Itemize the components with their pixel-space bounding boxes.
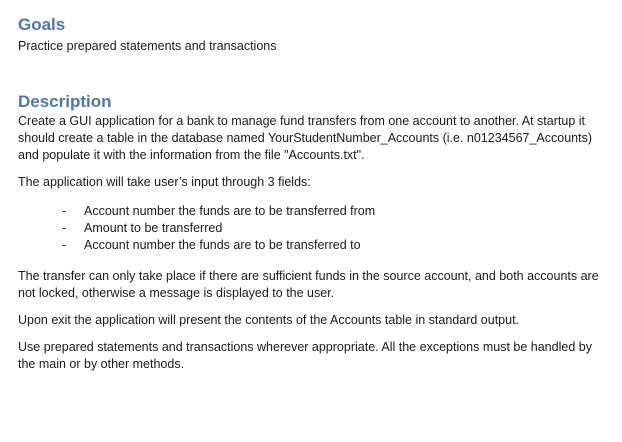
list-item xyxy=(18,220,608,237)
list-item-text: Amount to be transferred xyxy=(84,221,223,235)
description-paragraph-intro: Create a GUI application for a bank to manage fund transfers from one account to another. At startup it should create a table in the database named YourStudentNumber_Accounts (i.e. n01234567_Accounts) and populate it with the information from the file "Accounts.txt". xyxy=(18,114,593,162)
bullet-dash: - xyxy=(62,221,67,235)
bullet-dash: - xyxy=(62,204,67,218)
description-paragraph-exceptions: Use prepared statements and transactions wherever appropriate. All the exceptions must be handled by the main or by other methods. xyxy=(18,340,592,371)
description-paragraph-exit: Upon exit the application will present the contents of the Accounts table in standard output. xyxy=(18,313,520,327)
bullet-dash: - xyxy=(62,238,67,252)
goals-heading: Goals xyxy=(18,15,66,34)
list-item xyxy=(18,203,608,220)
input-fields-list xyxy=(18,203,608,254)
list-item xyxy=(18,237,608,254)
list-item-text: Account number the funds are to be transferred from xyxy=(84,204,376,218)
description-paragraph-transfer: The transfer can only take place if there are sufficient funds in the source account, and both accounts are not locked, otherwise a message is displayed to the user. xyxy=(18,269,599,300)
list-item-text: Account number the funds are to be transferred to xyxy=(84,238,361,252)
goals-text: Practice prepared statements and transactions xyxy=(18,39,277,53)
document-page xyxy=(18,14,608,373)
description-paragraph-fields: The application will take user’s input through 3 fields: xyxy=(18,175,311,189)
description-heading: Description xyxy=(18,92,112,111)
